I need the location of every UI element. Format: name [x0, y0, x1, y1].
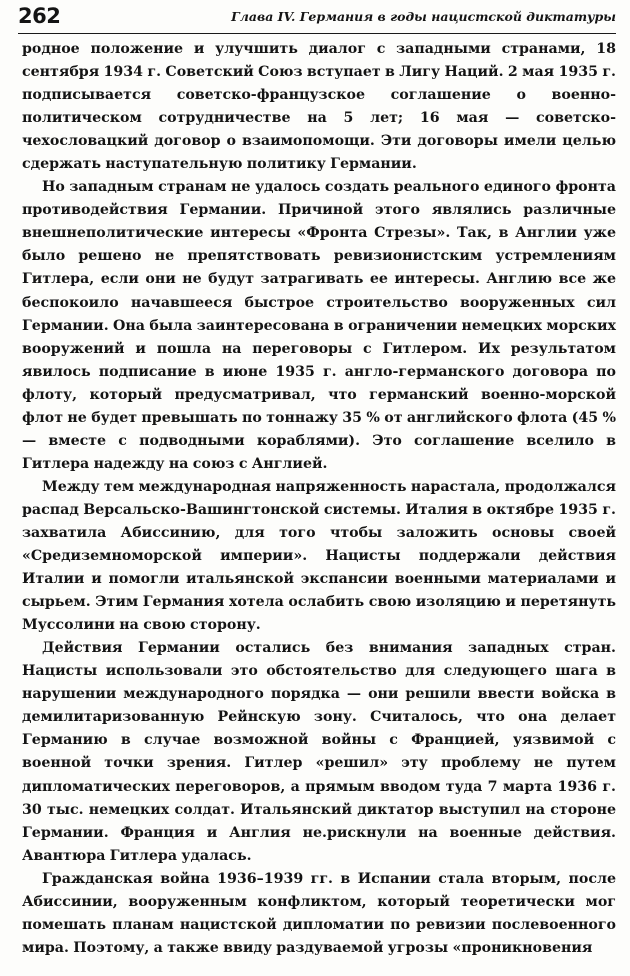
paragraph-5: Гражданская война 1936–1939 гг. в Испании стала вторым, после Абиссинии, вооруженным конфликтом, который теоретически мог помешать планам нацистской дипломатии по ревизии послевоенного мира. Поэтому, а также ввиду раздуваемой угрозы «проникновения	[22, 870, 616, 956]
body-text	[22, 38, 616, 960]
page-header	[18, 3, 616, 34]
paragraph-1: родное положение и улучшить диалог с западными странами, 18 сентября 1934 г. Советский Союз вступает в Лигу Наций. 2 мая 1935 г. подписывается советско-французское соглашение о военно-политическом сотрудничестве на 5 лет; 16 мая — советско-чехословацкий договор о взаимопомощи. Эти договоры имели целью сдержать наступательную политику Германии.	[22, 41, 616, 173]
running-head: Глава IV. Германия в годы нацистской диктатуры	[231, 9, 616, 24]
page-number: 262	[18, 4, 61, 28]
paragraph-4: Действия Германии остались без внимания западных стран. Нацисты использовали это обстоятельство для следующего шага в нарушении международного порядка — они решили ввести войска в демилитаризованную Рейнскую зону. Считалось, что она делает Германию в случае возможной войны с Францией, уязвимой с военной точки зрения. Гитлер «решил» эту проблему не путем дипломатических переговоров, а прямым вводом туда 7 марта 1936 г. 30 тыс. немецких солдат. Итальянский диктатор выступил на стороне Германии. Франция и Англия не.рискнули на военные действия. Авантюра Гитлера удалась.	[22, 640, 616, 864]
paragraph-3: Между тем международная напряженность нарастала, продолжался распад Версальско-Вашингтонской системы. Италия в октябре 1935 г. захватила Абиссинию, для того чтобы заложить основы своей «Средиземноморской империи». Нацисты поддержали действия Италии и помогли итальянской экспансии военными материалами и сырьем. Этим Германия хотела ослабить свою изоляцию и перетянуть Муссолини на свою сторону.	[22, 478, 616, 634]
paragraph-2: Но западным странам не удалось создать реального единого фронта противодействия Германии. Причиной этого являлись различные внешнеполитические интересы «Фронта Стрезы». Так, в Англии уже было решено не препятствовать ревизионистским устремлениям Гитлера, если они не будут затрагивать ее интересы. Англию все же беспокоило начавшееся быстрое строительство вооруженных сил Германии. Она была заинтересована в ограничении немецких морских вооружений и пошла на переговоры с Гитлером. Их результатом явилось подписание в июне 1935 г. англо-германского договора по флоту, который предусматривал, что германский военно-морской флот не будет превышать по тоннажу 35 % от английского флота (45 % — вместе с подводными кораблями). Это соглашение вселило в Гитлера надежду на союз с Англией.	[22, 179, 616, 472]
